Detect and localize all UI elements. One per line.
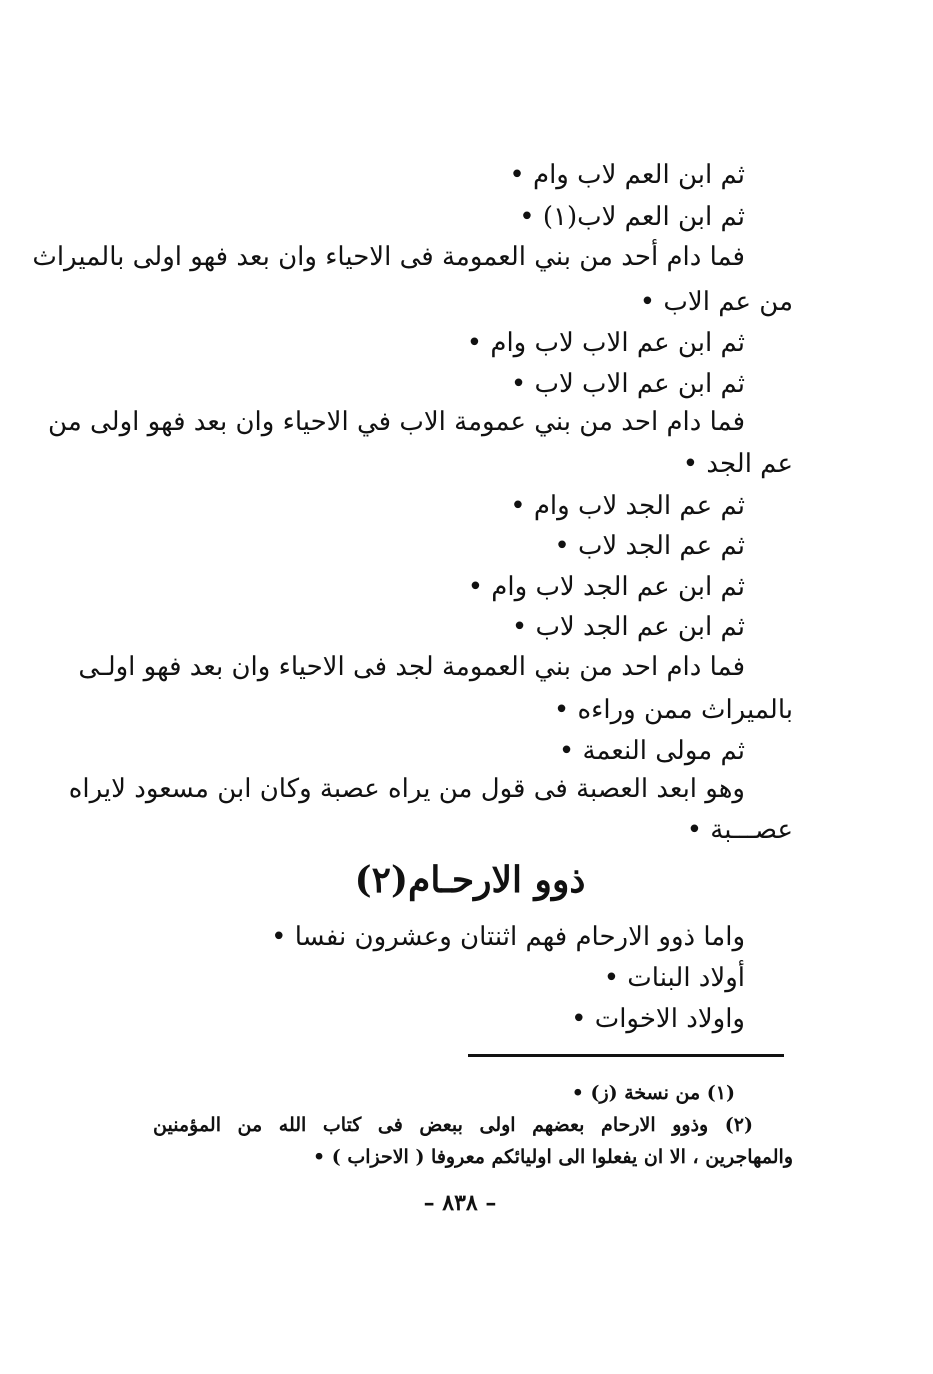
text-line: ثم عم الجد لاب • xyxy=(554,531,745,561)
text-line: عم الجد • xyxy=(682,449,793,479)
text-line: فما دام احد من بني العمومة لجد فى الاحياء وان بعد فهو اولـى xyxy=(78,652,745,682)
text-line: ثم عم الجد لاب وام • xyxy=(510,491,745,521)
text-line: ثم مولى النعمة • xyxy=(558,736,745,766)
text-line: عصـــبة • xyxy=(686,815,793,845)
text-line: ثم ابن عم الجد لاب • xyxy=(511,612,745,642)
footnote: (١) من نسخة (ز) • xyxy=(571,1082,735,1104)
text-line: ثم ابن عم الجد لاب وام • xyxy=(467,572,745,602)
text-line: واولاد الاخوات • xyxy=(571,1004,745,1034)
footnote-divider xyxy=(468,1054,784,1057)
text-line: ثم ابن العم لاب وام • xyxy=(509,160,745,190)
text-line: فما دام أحد من بني العمومة فى الاحياء وان بعد فهو اولى بالميراث xyxy=(32,242,745,272)
page-number: – ٨٣٨ – xyxy=(423,1190,497,1216)
text-line: واما ذوو الارحام فهم اثنتان وعشرون نفسا • xyxy=(271,922,745,952)
text-line: ثم ابن العم لاب(١) • xyxy=(519,202,745,232)
text-line: من عم الاب • xyxy=(639,287,793,317)
text-line: ثم ابن عم الاب لاب • xyxy=(510,369,745,399)
footnote: (٢) وذوو الارحام بعضهم اولى ببعض فى كتاب الله من المؤمنين xyxy=(153,1114,753,1136)
text-line: وهو ابعد العصبة فى قول من يراه عصبة وكان ابن مسعود لايراه xyxy=(68,774,745,804)
text-line: فما دام احد من بني عمومة الاب في الاحياء وان بعد فهو اولى من xyxy=(48,407,745,437)
text-line: بالميراث ممن وراءه • xyxy=(553,695,793,725)
section-heading: ذوو الارحـام(٢) xyxy=(354,859,586,901)
footnote: والمهاجرين ، الا ان يفعلوا الى اوليائكم معروفا ( الاحزاب ) • xyxy=(312,1146,793,1168)
text-line: ثم ابن عم الاب لاب وام • xyxy=(466,328,745,358)
text-line: أولاد البنات • xyxy=(603,963,745,993)
